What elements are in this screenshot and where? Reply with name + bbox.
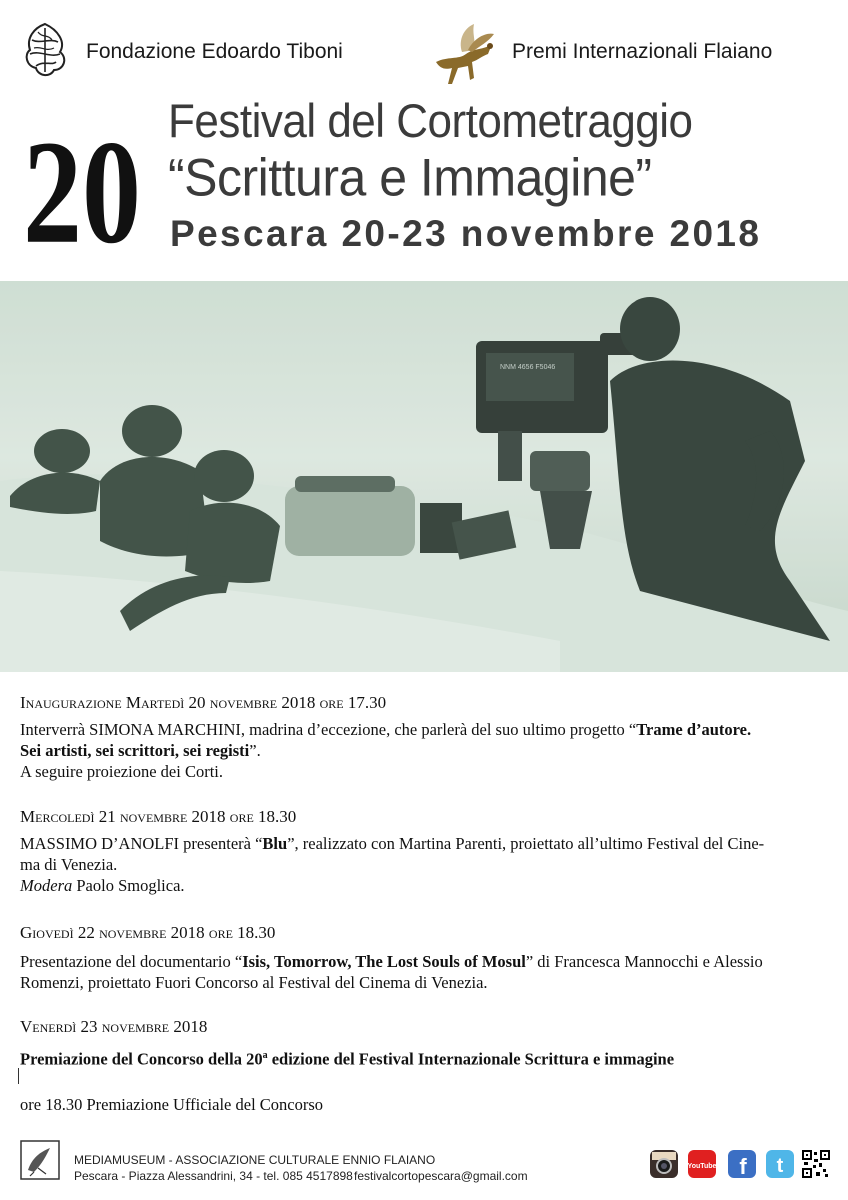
event-3-text-cont: ” di Francesca Mannocchi e Alessio xyxy=(525,952,763,971)
event-1-project-subtitle: Sei artisti, sei scrittori, sei registi xyxy=(20,741,250,760)
event-1-heading: Inaugurazione Martedì 20 novembre 2018 ore 17.30 xyxy=(20,693,387,712)
event-4-award-title xyxy=(20,1045,832,1070)
event-3 xyxy=(20,922,832,993)
twitter-icon-glyph: t xyxy=(776,1155,784,1177)
title-line-1: Festival del Cortometraggio xyxy=(168,95,693,148)
event-3-text-end: Romenzi, proiettato Fuori Concorso al Festival del Cinema di Venezia. xyxy=(20,973,488,992)
event-3-text: Presentazione del documentario “ xyxy=(20,952,243,971)
left-org-name: Fondazione Edoardo Tiboni xyxy=(86,40,343,63)
flaiano-pegasus-logo xyxy=(428,20,500,90)
event-3-heading: Giovedì 22 novembre 2018 ore 18.30 xyxy=(20,923,276,942)
event-2-moderator: Paolo Smoglica. xyxy=(72,876,185,895)
mediamuseum-logo xyxy=(20,1140,60,1180)
twitter-icon[interactable] xyxy=(766,1150,794,1178)
qr-code-icon[interactable] xyxy=(802,1150,830,1178)
event-1-text-end: ”. xyxy=(249,741,261,760)
event-1 xyxy=(20,692,832,782)
youtube-icon-label: YouTube xyxy=(688,1163,716,1170)
footer-org: MEDIAMUSEUM - ASSOCIAZIONE CULTURALE ENNIO FLAIANO xyxy=(74,1153,436,1167)
award-ordinal: a xyxy=(262,1050,268,1061)
text-cursor xyxy=(18,1068,19,1084)
award-title-part-2: edizione del Festival Internazionale Scrittura e immagine xyxy=(267,1049,675,1069)
event-2-text-end: ma di Venezia. xyxy=(20,855,118,874)
event-2-text-cont: ”, realizzato con Martina Parenti, proiettato all’ultimo Festival del Cine- xyxy=(287,834,765,853)
edition-number xyxy=(22,96,142,248)
festival-photo xyxy=(0,281,848,672)
facebook-icon-glyph: f xyxy=(739,1154,747,1178)
award-title-part-1: Premiazione del Concorso della 20 xyxy=(20,1049,263,1069)
event-1-followup: A seguire proiezione dei Corti. xyxy=(20,762,223,781)
event-2-text: MASSIMO D’ANOLFI presenterà “ xyxy=(20,834,263,853)
facebook-icon[interactable] xyxy=(728,1150,756,1178)
festival-dates: Pescara 20-23 novembre 2018 xyxy=(170,213,762,254)
tiboni-logo xyxy=(20,20,70,82)
event-1-description xyxy=(20,719,832,782)
event-3-description xyxy=(20,951,832,993)
event-3-film-title: Isis, Tomorrow, The Lost Souls of Mosul xyxy=(242,952,526,971)
event-2 xyxy=(20,806,832,896)
camera-label: NNM 4656 F5046 xyxy=(500,364,556,371)
title-line-2: “Scrittura e Immagine” xyxy=(168,148,652,207)
event-1-text: Interverrà SIMONA MARCHINI, madrina d’eccezione, che parlerà del suo ultimo progetto “ xyxy=(20,720,637,739)
event-2-film-title: Blu xyxy=(262,834,288,853)
event-2-moderator-label: Modera xyxy=(20,876,73,895)
event-4-ceremony: ore 18.30 Premiazione Ufficiale del Concorso xyxy=(20,1094,324,1114)
instagram-icon[interactable] xyxy=(650,1150,678,1178)
event-4 xyxy=(20,1016,832,1115)
youtube-icon[interactable] xyxy=(688,1150,716,1178)
event-2-description xyxy=(20,833,832,896)
event-4-heading: Venerdì 23 novembre 2018 xyxy=(20,1017,208,1036)
event-2-heading: Mercoledì 21 novembre 2018 ore 18.30 xyxy=(20,807,297,826)
edition-number-text: 20 xyxy=(22,111,141,248)
right-org-name: Premi Internazionali Flaiano xyxy=(512,40,773,63)
event-1-project-title: Trame d’autore. xyxy=(636,720,752,739)
footer-email[interactable]: festivalcortopescara@gmail.com xyxy=(354,1169,528,1183)
footer-address: Pescara - Piazza Alessandrini, 34 - tel. 085 4517898 xyxy=(74,1169,353,1183)
